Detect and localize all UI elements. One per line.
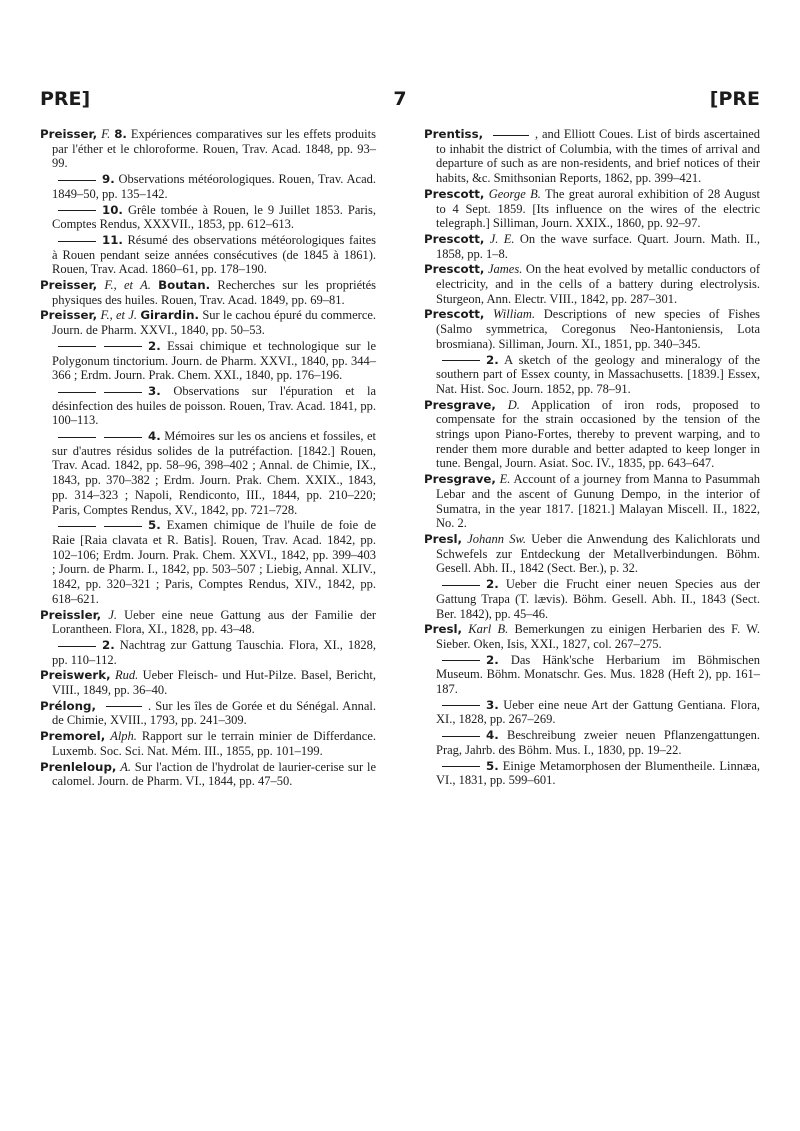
bibliography-entry [40,127,376,171]
bibliography-entry [424,622,760,651]
entry-citation: Bemerkungen zu einigen Herbarien des F. W. Sieber. Oken, Isis, XXI., 1827, col. 267–275. [436,622,761,651]
entry-number: 4. [148,429,161,444]
author-surname: Premorel, [40,729,106,744]
bibliography-entry [40,608,376,637]
author-given-name: F., et A. [104,278,151,293]
entry-citation: The great auroral exhibition of 28 August to 4 Sept. 1859. [Its influence on the wires of the electric telegraph.] Silliman, Journ. XXIX., 1860, pp. 92–97. [436,186,760,231]
entry-number: 5. [486,758,499,773]
entry-citation: Expériences comparatives sur les effets produits par l'éther et le chloroforme. Rouen, Trav. Acad. 1848, pp. 93–99. [52,127,376,171]
author-given-name: J. [108,607,117,622]
author-given-name: Karl B. [468,622,509,637]
ditto-rule [442,766,480,767]
ditto-rule [58,210,96,211]
entry-citation: Observations sur l'épuration et la désinfection des huiles de poisson. Rouen, Trav. Acad. 1841, pp. 100–113. [52,383,377,428]
entry-number: 8. [114,127,127,141]
ditto-rule [442,705,480,706]
author-surname: Prenleloup, [40,759,117,774]
entry-number: 2. [148,338,161,353]
author-given-name: E. [499,472,511,487]
bibliography-entry [424,532,760,576]
bibliography-entry [40,429,376,517]
bibliography-entry [424,759,760,788]
entry-number: 5. [148,518,161,533]
author-surname: Preisser, [40,127,98,141]
entry-citation: Nachtrag zur Gattung Tauschia. Flora, XI., 1828, pp. 110–112. [52,637,377,667]
bibliography-entry [424,653,760,697]
bibliography-entry [40,384,376,428]
entry-citation: Beschreibung zweier neuen Pflanzengattungen. Prag, Jahrb. des Böhm. Mus. I., 1830, pp. 19–22. [436,728,760,757]
entry-citation: Application of iron rods, proposed to compensate for the strain occasioned by the tension of the strings upon Piano-Fortes, thereby to prevent warping, and to render them more durable and better adapted to keep longer in tune. Bengal, Journ. Asiat. Soc. IV., 1835, pp. 643–647. [436,397,761,471]
author-given-name: Johann Sw. [467,531,527,546]
coauthor-surname: Boutan. [158,278,211,293]
page-header [40,88,760,118]
author-given-name: William. [493,307,536,322]
ditto-rule [442,660,480,661]
ditto-rule [104,392,142,393]
entry-citation: Ueber Fleisch- und Hut-Pilze. Basel, Bericht, VIII., 1849, pp. 36–40. [52,668,377,698]
omitted-name-rule [106,706,142,707]
author-given-name: George B. [488,186,541,201]
bibliography-entry [40,518,376,606]
bibliography-entry [40,203,376,232]
author-surname: Preissler, [40,607,102,622]
author-surname: Prescott, [424,186,485,201]
bibliography-entry [424,398,760,472]
bibliography-entry [40,339,376,383]
entry-citation: , and Elliott Coues. List of birds ascertained to inhabit the district of Columbia, with the times of arrival and departure of such as are non-residents, and brief notices of their habits, &c. Smithsonian Reports, 1862, pp. 399–421. [436,127,761,186]
ditto-rule [58,646,96,647]
ditto-rule [58,180,96,181]
author-given-name: A. [120,759,131,774]
ditto-rule [58,526,96,527]
ditto-rule [58,241,96,242]
ditto-rule [442,736,480,737]
entry-citation: Rapport sur le terrain minier de Differdance. Luxemb. Soc. Sci. Nat. Mém. III., 1855, pp. 101–199. [52,729,376,758]
author-surname: Preiswerk, [40,668,111,683]
ditto-rule [442,585,480,586]
bibliography-entry [424,187,760,231]
entry-number: 2. [486,652,499,667]
bibliography-entry [424,577,760,621]
entry-number: 2. [486,577,499,592]
author-given-name: Rud. [114,668,139,683]
ditto-rule [58,437,96,438]
bibliography-entry [40,233,376,277]
bibliography-entry [40,638,376,667]
header-left: PRE] [40,88,91,110]
entry-citation: Observations météorologiques. Rouen, Trav. Acad. 1849–50, pp. 135–142. [52,172,377,201]
entry-citation: Descriptions of new species of Fishes (Salmo symmetrica, Coregonus Neo-Hantoniensis, Lota brosmiana). Silliman, Journ. XI., 1851, pp. 340–345. [436,307,761,351]
bibliography-entry [424,262,760,306]
bibliography-entry [40,278,376,307]
right-column [424,127,760,789]
author-given-name: F., et J. [100,308,138,323]
entry-number: 9. [102,172,115,187]
author-given-name: Alph. [110,729,137,744]
entry-citation: Ueber eine neue Art der Gattung Gentiana. Flora, XI., 1828, pp. 267–269. [436,697,760,727]
bibliography-entry [40,699,376,728]
author-given-name: D. [507,397,520,412]
entry-citation: Résumé des observations météorologiques faites à Rouen pendant seize années consécutives (de 1845 à 1861). Rouen, Trav. Acad. 1860–61, pp. 178–190. [52,232,377,277]
entry-number: 2. [486,352,499,367]
entry-citation: Grêle tombée à Rouen, le 9 Juillet 1853. Paris, Comptes Rendus, XXXVII., 1853, pp. 612–613. [52,202,377,232]
author-surname: Prescott, [424,262,485,277]
entry-citation: On the heat evolved by metallic conductors of electricity, and in the cells of a battery during electrolysis. Sturgeon, Ann. Electr. VIII., 1842, pp. 287–301. [436,262,760,306]
entry-citation: Einige Metamorphosen der Blumentheile. Linnæa, VI., 1831, pp. 599–601. [436,758,760,788]
entry-citation: Ueber die Frucht einer neuen Species aus der Gattung Trapa (T. lævis). Böhm. Gesell. Abh. II., 1843 (Sect. Ber. 1842), pp. 45–46. [436,577,761,621]
author-given-name: F. [101,127,111,141]
author-surname: Presgrave, [424,472,496,487]
entry-citation: Examen chimique de l'huile de foie de Raie [Raia clavata et R. Batis]. Rouen, Trav. Acad. 1842, pp. 102–106; Erdm. Journ. Prak. Chem. XXVI., 1842, pp. 399–403 ; Journ. de Pharm. I., 1842, pp. 503–507 ; Liebig, Annal. XLIV., 1842, pp. 320–321 ; Paris, Comptes Rendus, XIV., 1842, pp. 618–621. [52,518,376,606]
bibliography-entry [40,760,376,789]
entry-number: 3. [486,697,499,712]
author-surname: Presl, [424,622,463,637]
entry-citation: Recherches sur les propriétés physiques des huiles. Rouen, Trav. Acad. 1849, pp. 69–81. [52,278,377,307]
entry-number: 4. [486,728,499,743]
entry-citation: Sur l'action de l'hydrolat de laurier-cerise sur le calomel. Journ. de Pharm. VI., 1844, pp. 47–50. [52,759,377,789]
bibliography-entry [40,172,376,201]
author-given-name: J. E. [489,231,515,246]
entry-number: 11. [102,232,123,247]
ditto-rule [58,392,96,393]
bibliography-entry [424,307,760,351]
bibliography-entry [424,127,760,186]
bibliography-entry [424,472,760,531]
author-surname: Prescott, [424,231,485,246]
header-page-number: 7 [393,88,407,110]
bibliography-entry [40,668,376,697]
author-given-name: James. [487,262,523,277]
entry-number: 10. [102,202,123,217]
coauthor-surname: Girardin. [140,308,200,323]
entry-citation: Account of a journey from Manna to Pasummah Lebar and the ascent of Gunung Dempo, in the interior of Sumatra, in the year 1817. [1821.] Malayan Miscell. II., 1822, No. 2. [436,472,761,531]
author-surname: Preisser, [40,308,98,323]
entry-citation: . Sur les îles de Gorée et du Sénégal. Annal. de Chimie, XVIII., 1793, pp. 241–309. [52,698,376,728]
entry-citation: Essai chimique et technologique sur le Polygonum tinctorium. Journ. de Pharm. XXVI., 1840, pp. 344–366 ; Erdm. Journ. Prak. Chem. XXI., 1840, pp. 176–196. [52,338,376,383]
ditto-rule [104,526,142,527]
left-column [40,127,376,790]
bibliography-entry [40,729,376,758]
entry-citation: Mémoires sur les os anciens et fossiles, et sur d'autres résidus solides de la putréfaction. [1842.] Rouen, Trav. Acad. 1842, pp. 58–96, 398–402 ; Annal. de Chimie, IX., 1843, pp. 370–382 ; Erdm. Journ. Prak. Chem. XXIX., 1843, pp. 314–323 ; Napoli, Rendiconto, III., 1844, pp. 210–220; Paris, Comptes Rendus, XV., 1842, pp. 721–728. [52,429,377,517]
entry-citation: Sur le cachou épuré du commerce. Journ. de Pharm. XXVI., 1840, pp. 50–53. [52,308,377,338]
entry-citation: Ueber die Anwendung des Kalichlorats und Schwefels zur Entdeckung der Metallverbindungen. Böhm. Gesell. Abh. II., 1842 (Sect. Ber.), p. 32. [436,531,761,576]
entry-number: 3. [148,383,161,398]
author-surname: Prescott, [424,307,485,322]
author-surname: Preisser, [40,278,98,293]
bibliography-entry [424,232,760,261]
bibliography-entry [40,308,376,337]
bibliography-entry [424,353,760,397]
bibliography-entry [424,728,760,757]
entry-number: 2. [102,637,115,652]
entry-citation: On the wave surface. Quart. Journ. Math. II., 1858, pp. 1–8. [436,231,761,261]
entry-citation: A sketch of the geology and mineralogy of the southern part of Essex county, in Massachusetts. [1839.] Essex, Nat. Hist. Soc. Journ. 1852, pp. 78–91. [436,352,760,396]
ditto-rule [104,346,142,347]
author-surname: Presl, [424,531,463,546]
omitted-name-rule [493,135,529,136]
ditto-rule [58,346,96,347]
ditto-rule [104,437,142,438]
author-surname: Prentiss, [424,127,484,141]
bibliography-entry [424,698,760,727]
author-surname: Prélong, [40,698,96,713]
author-surname: Presgrave, [424,397,496,412]
header-right: [PRE [709,88,760,110]
ditto-rule [442,360,480,361]
entry-citation: Ueber eine neue Gattung aus der Familie der Lorantheen. Flora, XI., 1828, pp. 43–48. [52,607,377,637]
entry-citation: Das Hänk'sche Herbarium im Böhmischen Museum. Böhm. Monatschr. Ges. Mus. 1828 (Heft 2), pp. 161–187. [436,652,761,697]
